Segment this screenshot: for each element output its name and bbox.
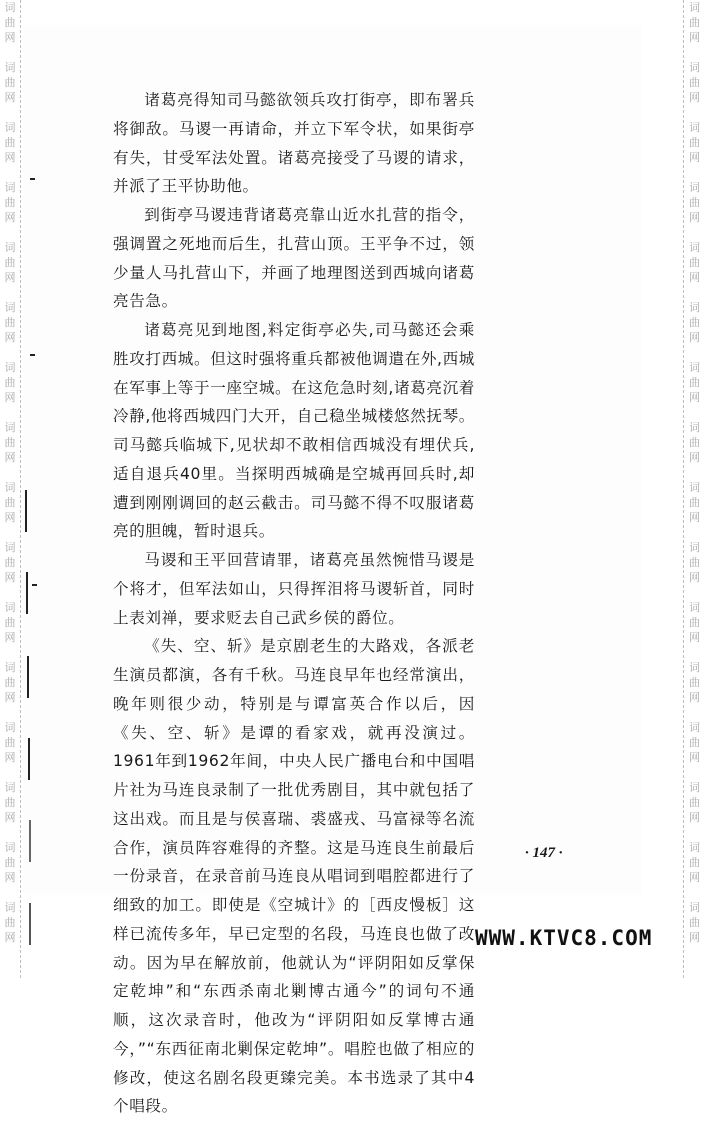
watermark-char: 词 <box>689 181 700 194</box>
watermark-char: 曲 <box>4 376 16 389</box>
watermark-group <box>5 600 16 660</box>
watermark-char: 网 <box>689 151 700 164</box>
watermark-char: 曲 <box>689 196 700 209</box>
watermark-group <box>5 240 16 300</box>
watermark-char: 网 <box>4 211 16 224</box>
paragraph: 到街亭马谡违背诸葛亮靠山近水扎营的指令，强调置之死地而后生，扎营山顶。王平争不过，领少量人马扎营山下，并画了地理图送到西城向诸葛亮告急。 <box>113 206 475 311</box>
watermark-char: 曲 <box>689 136 700 149</box>
watermark-char: 网 <box>4 271 16 284</box>
watermark-char: 词 <box>4 61 16 74</box>
watermark-group <box>5 840 16 900</box>
watermark-group <box>5 60 16 120</box>
watermark-group <box>689 840 700 900</box>
scan-mark <box>30 354 35 356</box>
watermark-char: 曲 <box>4 556 16 569</box>
watermark-char: 曲 <box>4 916 16 929</box>
watermark-char: 网 <box>4 31 16 44</box>
watermark-char: 曲 <box>689 16 700 29</box>
watermark-group <box>5 660 16 720</box>
watermark-char: 词 <box>4 541 16 554</box>
watermark-char: 词 <box>4 301 16 314</box>
scan-bar <box>26 572 28 614</box>
watermark-char: 曲 <box>4 856 16 869</box>
watermark-char: 曲 <box>4 316 16 329</box>
watermark-char: 曲 <box>4 76 16 89</box>
watermark-char: 词 <box>4 1 16 14</box>
watermark-char: 词 <box>689 721 700 734</box>
scan-bar <box>29 820 31 862</box>
watermark-group <box>689 300 700 360</box>
watermark-char: 网 <box>689 811 700 824</box>
watermark-group <box>689 420 700 480</box>
watermark-char: 网 <box>689 451 700 464</box>
watermark-char: 词 <box>4 601 16 614</box>
watermark-char: 曲 <box>689 496 700 509</box>
watermark-group <box>689 0 700 60</box>
watermark-char: 词 <box>4 661 16 674</box>
paragraph: 马谡和王平回营请罪，诸葛亮虽然惋惜马谡是个将才，但军法如山，只得挥泪将马谡斩首，同时上表刘禅，要求贬去自己武乡侯的爵位。 <box>113 551 475 627</box>
watermark-char: 曲 <box>4 136 16 149</box>
watermark-group <box>689 660 700 720</box>
left-watermark-strip <box>0 0 21 978</box>
watermark-group <box>689 360 700 420</box>
watermark-char: 词 <box>689 301 700 314</box>
watermark-char: 词 <box>4 841 16 854</box>
watermark-char: 词 <box>4 481 16 494</box>
watermark-char: 曲 <box>689 616 700 629</box>
watermark-char: 网 <box>4 451 16 464</box>
watermark-group <box>689 780 700 840</box>
watermark-char: 网 <box>689 691 700 704</box>
paragraph: 《失、空、斩》是京剧老生的大路戏，各派老生演员都演，各有千秋。马连良早年也经常演出，晚年则很少动，特别是与谭富英合作以后，因《失、空、斩》是谭的看家戏，就再没演过。1961年到1962年间，中央人民广播电台和中国唱片社为马连良录制了一批优秀剧目，其中就包括了这出戏。而且是与侯喜瑞、裘盛戎、马富禄等名流合作，演员阵容难得的齐整。这是马连良生前最后一份录音，在录音前马连良从唱词到唱腔都进行了细致的加工。即使是《空城计》的［西皮慢板］这样已流传多年，早已定型的名段，马连良也做了改动。因为早在解放前，他就认为“评阴阳如反掌保定乾坤”和“东西杀南北剿博古通今”的词句不通顺，这次录音时，他改为“评阴阳如反掌博古通今，”“东西征南北剿保定乾坤”。唱腔也做了相应的修改，使这名剧名段更臻完美。本书选录了其中4个唱段。 <box>113 637 475 1116</box>
watermark-group <box>5 120 16 180</box>
watermark-char: 网 <box>4 631 16 644</box>
watermark-char: 曲 <box>689 256 700 269</box>
site-logo: WWW.KTVC8.COM <box>475 926 653 950</box>
watermark-char: 词 <box>4 181 16 194</box>
watermark-char: 曲 <box>689 436 700 449</box>
watermark-group <box>5 540 16 600</box>
right-watermark-strip <box>683 0 705 978</box>
watermark-char: 网 <box>4 931 16 944</box>
watermark-char: 网 <box>4 331 16 344</box>
watermark-char: 曲 <box>689 376 700 389</box>
watermark-char: 网 <box>4 511 16 524</box>
watermark-group <box>5 900 16 960</box>
watermark-char: 词 <box>4 721 16 734</box>
watermark-char: 网 <box>689 331 700 344</box>
watermark-group <box>5 180 16 240</box>
watermark-group <box>5 480 16 540</box>
watermark-char: 词 <box>689 241 700 254</box>
watermark-char: 网 <box>4 811 16 824</box>
scan-bar <box>29 903 31 945</box>
watermark-char: 曲 <box>689 316 700 329</box>
watermark-char: 曲 <box>4 616 16 629</box>
watermark-char: 词 <box>689 601 700 614</box>
watermark-char: 网 <box>4 871 16 884</box>
watermark-char: 曲 <box>4 16 16 29</box>
watermark-group <box>689 240 700 300</box>
watermark-char: 曲 <box>689 76 700 89</box>
watermark-char: 网 <box>689 871 700 884</box>
watermark-char: 网 <box>4 391 16 404</box>
watermark-char: 词 <box>689 481 700 494</box>
watermark-char: 词 <box>4 121 16 134</box>
watermark-char: 网 <box>689 91 700 104</box>
watermark-char: 词 <box>689 1 700 14</box>
body-text <box>113 86 475 1121</box>
watermark-char: 曲 <box>689 736 700 749</box>
watermark-char: 网 <box>689 751 700 764</box>
watermark-char: 词 <box>689 661 700 674</box>
watermark-char: 网 <box>4 691 16 704</box>
watermark-char: 曲 <box>689 916 700 929</box>
watermark-char: 词 <box>4 901 16 914</box>
watermark-char: 网 <box>689 571 700 584</box>
paragraph: 诸葛亮见到地图,料定街亭必失,司马懿还会乘胜攻打西城。但这时强将重兵都被他调遣在外,西城在军事上等于一座空城。在这危急时刻,诸葛亮沉着冷静,他将西城四门大开，自己稳坐城楼悠然抚琴。司马懿兵临城下,见状却不敢相信西城没有埋伏兵,适自退兵40里。当探明西城确是空城再回兵时,却遭到刚刚调回的赵云截击。司马懿不得不叹服诸葛亮的胆魄，暂时退兵。 <box>113 321 475 541</box>
watermark-group <box>689 120 700 180</box>
watermark-char: 曲 <box>689 556 700 569</box>
paragraph: 诸葛亮得知司马懿欲领兵攻打街亭，即布署兵将御敌。马谡一再请命，并立下军令状，如果街亭有失，甘受军法处置。诸葛亮接受了马谡的请求，并派了王平协助他。 <box>113 91 475 196</box>
watermark-char: 网 <box>689 511 700 524</box>
watermark-char: 网 <box>4 151 16 164</box>
watermark-char: 词 <box>689 361 700 374</box>
watermark-char: 词 <box>689 121 700 134</box>
watermark-group <box>5 0 16 60</box>
watermark-char: 词 <box>4 421 16 434</box>
page-number: · 147 · <box>525 845 563 861</box>
watermark-group <box>689 900 700 960</box>
watermark-group <box>5 720 16 780</box>
watermark-char: 曲 <box>689 676 700 689</box>
watermark-char: 词 <box>4 781 16 794</box>
watermark-group <box>689 180 700 240</box>
watermark-char: 词 <box>689 901 700 914</box>
watermark-char: 网 <box>689 31 700 44</box>
scan-bar <box>27 656 29 698</box>
watermark-char: 网 <box>4 751 16 764</box>
watermark-char: 曲 <box>4 496 16 509</box>
watermark-char: 网 <box>689 211 700 224</box>
scan-bar <box>28 738 30 780</box>
watermark-char: 曲 <box>4 676 16 689</box>
watermark-group <box>5 780 16 840</box>
watermark-group <box>5 300 16 360</box>
watermark-char: 词 <box>689 541 700 554</box>
watermark-group <box>689 600 700 660</box>
watermark-char: 曲 <box>4 796 16 809</box>
watermark-char: 词 <box>4 361 16 374</box>
watermark-group <box>689 540 700 600</box>
watermark-char: 网 <box>689 271 700 284</box>
scan-bar <box>25 490 27 532</box>
watermark-char: 曲 <box>4 436 16 449</box>
watermark-char: 词 <box>4 241 16 254</box>
watermark-char: 词 <box>689 61 700 74</box>
watermark-char: 词 <box>689 421 700 434</box>
watermark-char: 词 <box>689 841 700 854</box>
watermark-group <box>689 480 700 540</box>
watermark-char: 网 <box>689 931 700 944</box>
watermark-char: 网 <box>689 391 700 404</box>
watermark-char: 曲 <box>4 256 16 269</box>
watermark-group <box>689 720 700 780</box>
watermark-char: 曲 <box>689 856 700 869</box>
scan-mark <box>30 178 35 180</box>
watermark-char: 网 <box>4 571 16 584</box>
watermark-char: 网 <box>4 91 16 104</box>
watermark-char: 曲 <box>689 796 700 809</box>
watermark-char: 词 <box>689 781 700 794</box>
watermark-char: 网 <box>689 631 700 644</box>
watermark-group <box>5 420 16 480</box>
watermark-char: 曲 <box>4 736 16 749</box>
scan-mark <box>32 584 37 586</box>
watermark-group <box>689 60 700 120</box>
watermark-group <box>5 360 16 420</box>
watermark-char: 曲 <box>4 196 16 209</box>
